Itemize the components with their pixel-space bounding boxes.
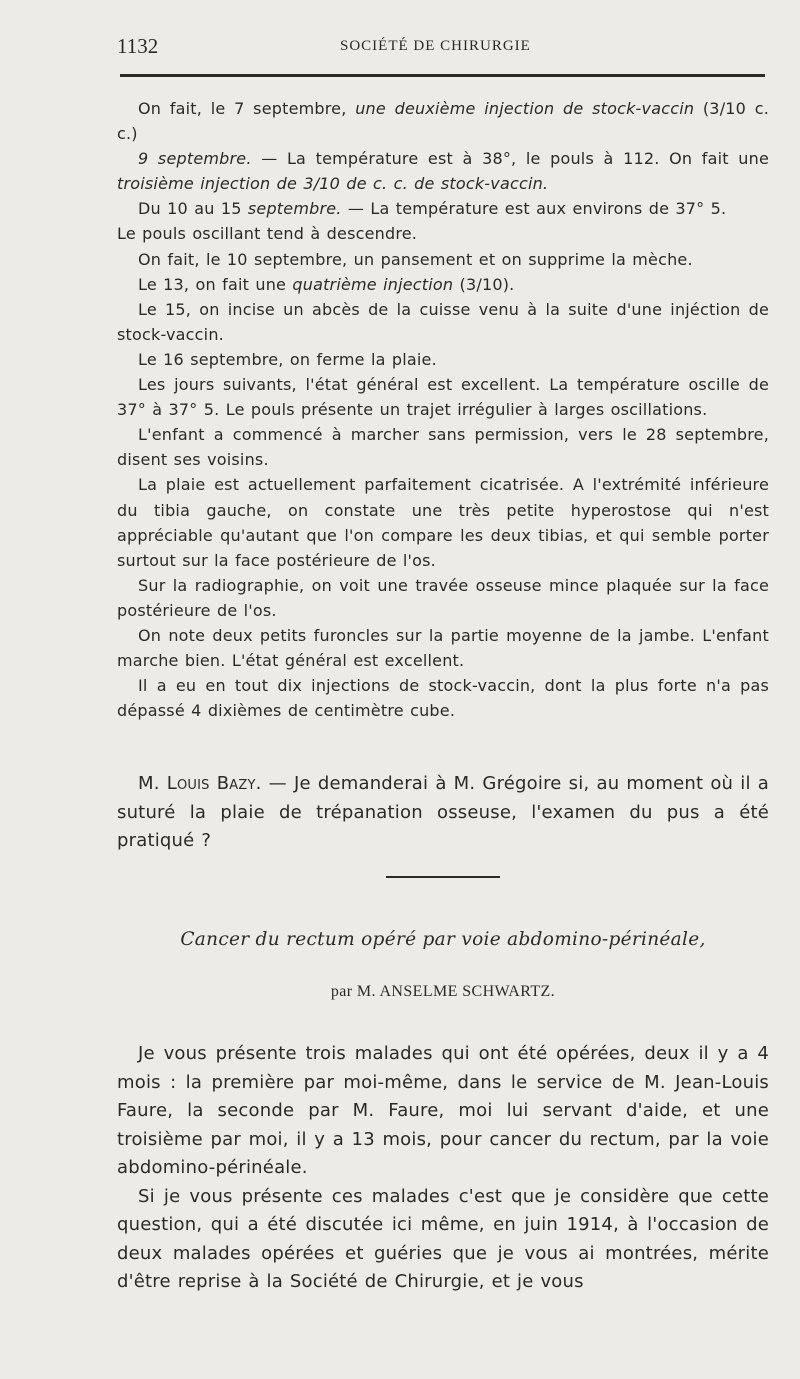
paragraph: Le 15, on incise un abcès de la cuisse venu à la suite d'une injéction de stock-vaccin.: [117, 299, 769, 344]
paragraph: Je vous présente trois malades qui ont été opérées, deux il y a 4 mois : la première par moi-même, dans le service de M. Jean-Louis Faure, la seconde par M. Faure, moi lui servant d'aide, et une troisième par moi, il y a 13 mois, pour cancer du rectum, par la voie abdomino-périnéale.: [117, 1043, 769, 1178]
header-rule: [120, 74, 765, 77]
paragraph: Le 16 septembre, on ferme la plaie.: [138, 349, 437, 369]
text: (3/10).: [453, 274, 515, 294]
paragraph: [117, 272, 769, 297]
paragraph: On fait, le 10 septembre, un pansement et on supprime la mèche.: [138, 249, 693, 269]
article-body: [117, 1040, 769, 1297]
speaker-name: Louis Bazy: [166, 773, 256, 794]
text: (3/10 c. c.): [117, 99, 770, 144]
page-header: [117, 34, 767, 64]
article-title: Cancer du rectum opéré par voie abdomino-périnéale,: [180, 929, 706, 950]
paragraph: Les jours suivants, l'état général est excellent. La température oscille de 37° à 37° 5. Le pouls présente un trajet irrégulier à larges oscillations.: [117, 375, 769, 420]
text-italic: une deuxième injection de stock-vaccin: [355, 99, 695, 118]
paragraph: La plaie est actuellement parfaitement cicatrisée. A l'extrémité inférieure du tibia gauche, on constate une très petite hyperostose qui n'est appréciable qu'autant que l'on compare les deux tibias, et qui semble porter surtout sur la face postérieure de l'os.: [117, 475, 769, 570]
paragraph: Le pouls oscillant tend à descendre.: [117, 224, 418, 244]
section-divider: [386, 876, 500, 878]
article-byline: par M. ANSELME SCHWARTZ.: [330, 983, 556, 1000]
text: — La température est à 38°, le pouls à 112. On fait une: [251, 149, 769, 169]
text: — La température est aux environs de 37° 5.: [341, 199, 727, 219]
page-number: 1132: [117, 34, 159, 58]
text: Le 13, on fait une: [138, 274, 293, 294]
text-italic: quatrième injection: [292, 274, 454, 294]
text-italic: 9 septembre.: [138, 149, 252, 169]
paragraph: Sur la radiographie, on voit une travée osseuse mince plaquée sur la face postérieure de l'os.: [117, 575, 769, 620]
paragraph: On note deux petits furoncles sur la partie moyenne de la jambe. L'enfant marche bien. L'état général est excellent.: [117, 625, 769, 671]
paragraph: Il a eu en tout dix injections de stock-vaccin, dont la plus forte n'a pas dépassé 4 dixièmes de centimètre cube.: [117, 676, 769, 721]
paragraph: [117, 96, 769, 146]
case-report: [117, 96, 769, 723]
text: M.: [138, 773, 167, 794]
text-italic: septembre.: [247, 199, 342, 219]
text: On fait, le 7 septembre,: [138, 99, 356, 118]
paragraph: [117, 770, 769, 856]
paragraph: [117, 146, 769, 196]
running-title: SOCIÉTÉ DE CHIRURGIE: [340, 38, 531, 54]
text: Du 10 au 15: [138, 199, 248, 219]
text: .: [255, 773, 262, 794]
discussion: [117, 770, 769, 856]
paragraph: [117, 196, 769, 221]
text-italic: troisième injection de 3/10 de c. c. de stock-vaccin.: [117, 174, 549, 194]
text: — Je demanderai à M. Grégoire si, au moment où il a suturé la plaie de trépanation osseuse, l'examen du pus a été pratiqué ?: [117, 773, 770, 851]
paragraph: Si je vous présente ces malades c'est que je considère que cette question, qui a été discutée ici même, en juin 1914, à l'occasion de deux malades opérées et guéries que je vous ai montrées, mérite d'être reprise à la Société de Chirurgie, et je vous: [117, 1185, 769, 1292]
paragraph: L'enfant a commencé à marcher sans permission, vers le 28 septembre, disent ses voisins.: [117, 425, 769, 470]
